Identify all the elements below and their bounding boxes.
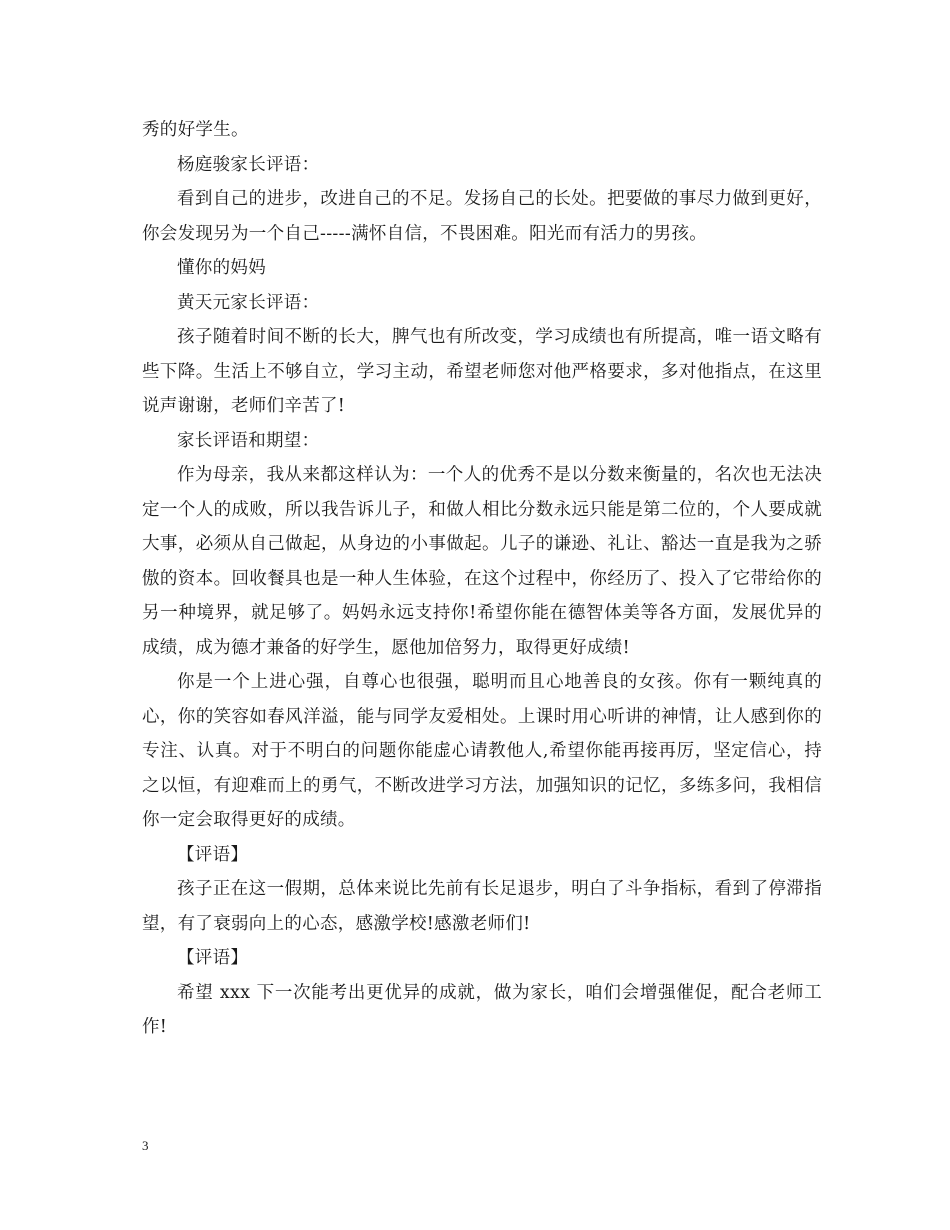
- heading-comment-2: 【评语】: [177, 948, 249, 968]
- paragraph-girl-comment: 你是一个上进心强，自尊心也很强，聪明而且心地善良的女孩。你有一颗纯真的心，你的笑容如春风洋溢，能与同学友爱相处。上课时用心听讲的神情，让人感到你的专注、认真。对于不明白的问题你能虚心请教他人,希望你能再接再厉，坚定信心，持之以恒，有迎难而上的勇气，不断改进学习方法，加强知识的记忆，多练多问，我相信你一定会取得更好的成绩。: [142, 672, 822, 830]
- heading-huang-parent-comment: 黄天元家长评语：: [177, 292, 320, 313]
- heading-yang-parent-comment: 杨庭骏家长评语：: [177, 154, 320, 175]
- document-body: [142, 113, 822, 1045]
- paragraph-huang-comment: 孩子随着时间不断的长大，脾气也有所改变，学习成绩也有所提高，唯一语文略有些下降。生活上不够自立，学习主动，希望老师您对他严格要求，多对他指点，在这里说声谢谢，老师们辛苦了!: [142, 327, 822, 416]
- paragraph-yang-comment: 看到自己的进步，改进自己的不足。发扬自己的长处。把要做的事尽力做到更好，你会发现另为一个自己-----满怀自信，不畏困难。阳光而有活力的男孩。: [142, 189, 822, 244]
- heading-comment-1: 【评语】: [177, 844, 249, 865]
- paragraph-mother-view: 作为母亲，我从来都这样认为：一个人的优秀不是以分数来衡量的，名次也无法决定一个人的成败，所以我告诉儿子，和做人相比分数永远只能是第二位的，个人要成就大事，必须从自己做起，从身边的小事做起。儿子的谦逊、礼让、豁达一直是我为之骄傲的资本。回收餐具也是一种人生体验，在这个过程中，你经历了、投入了它带给你的另一种境界，就足够了。妈妈永远支持你!希望你能在德智体美等各方面，发展优异的成绩，成为德才兼备的好学生，愿他加倍努力，取得更好成绩!: [142, 465, 822, 658]
- paragraph-holiday-comment: 孩子正在这一假期，总体来说比先前有长足退步，明白了斗争指标，看到了停滞指望，有了衰弱向上的心态，感激学校!感激老师们!: [142, 879, 822, 934]
- paragraph-continuation: 秀的好学生。: [142, 120, 249, 140]
- heading-parent-comments-expectations: 家长评语和期望：: [177, 430, 320, 451]
- signature-mother: 懂你的妈妈: [177, 258, 266, 278]
- paragraph-hope-comment: 希望 xxx 下一次能考出更优异的成就，做为家长，咱们会增强催促，配合老师工作!: [142, 982, 822, 1037]
- page-number: 3: [142, 1138, 149, 1153]
